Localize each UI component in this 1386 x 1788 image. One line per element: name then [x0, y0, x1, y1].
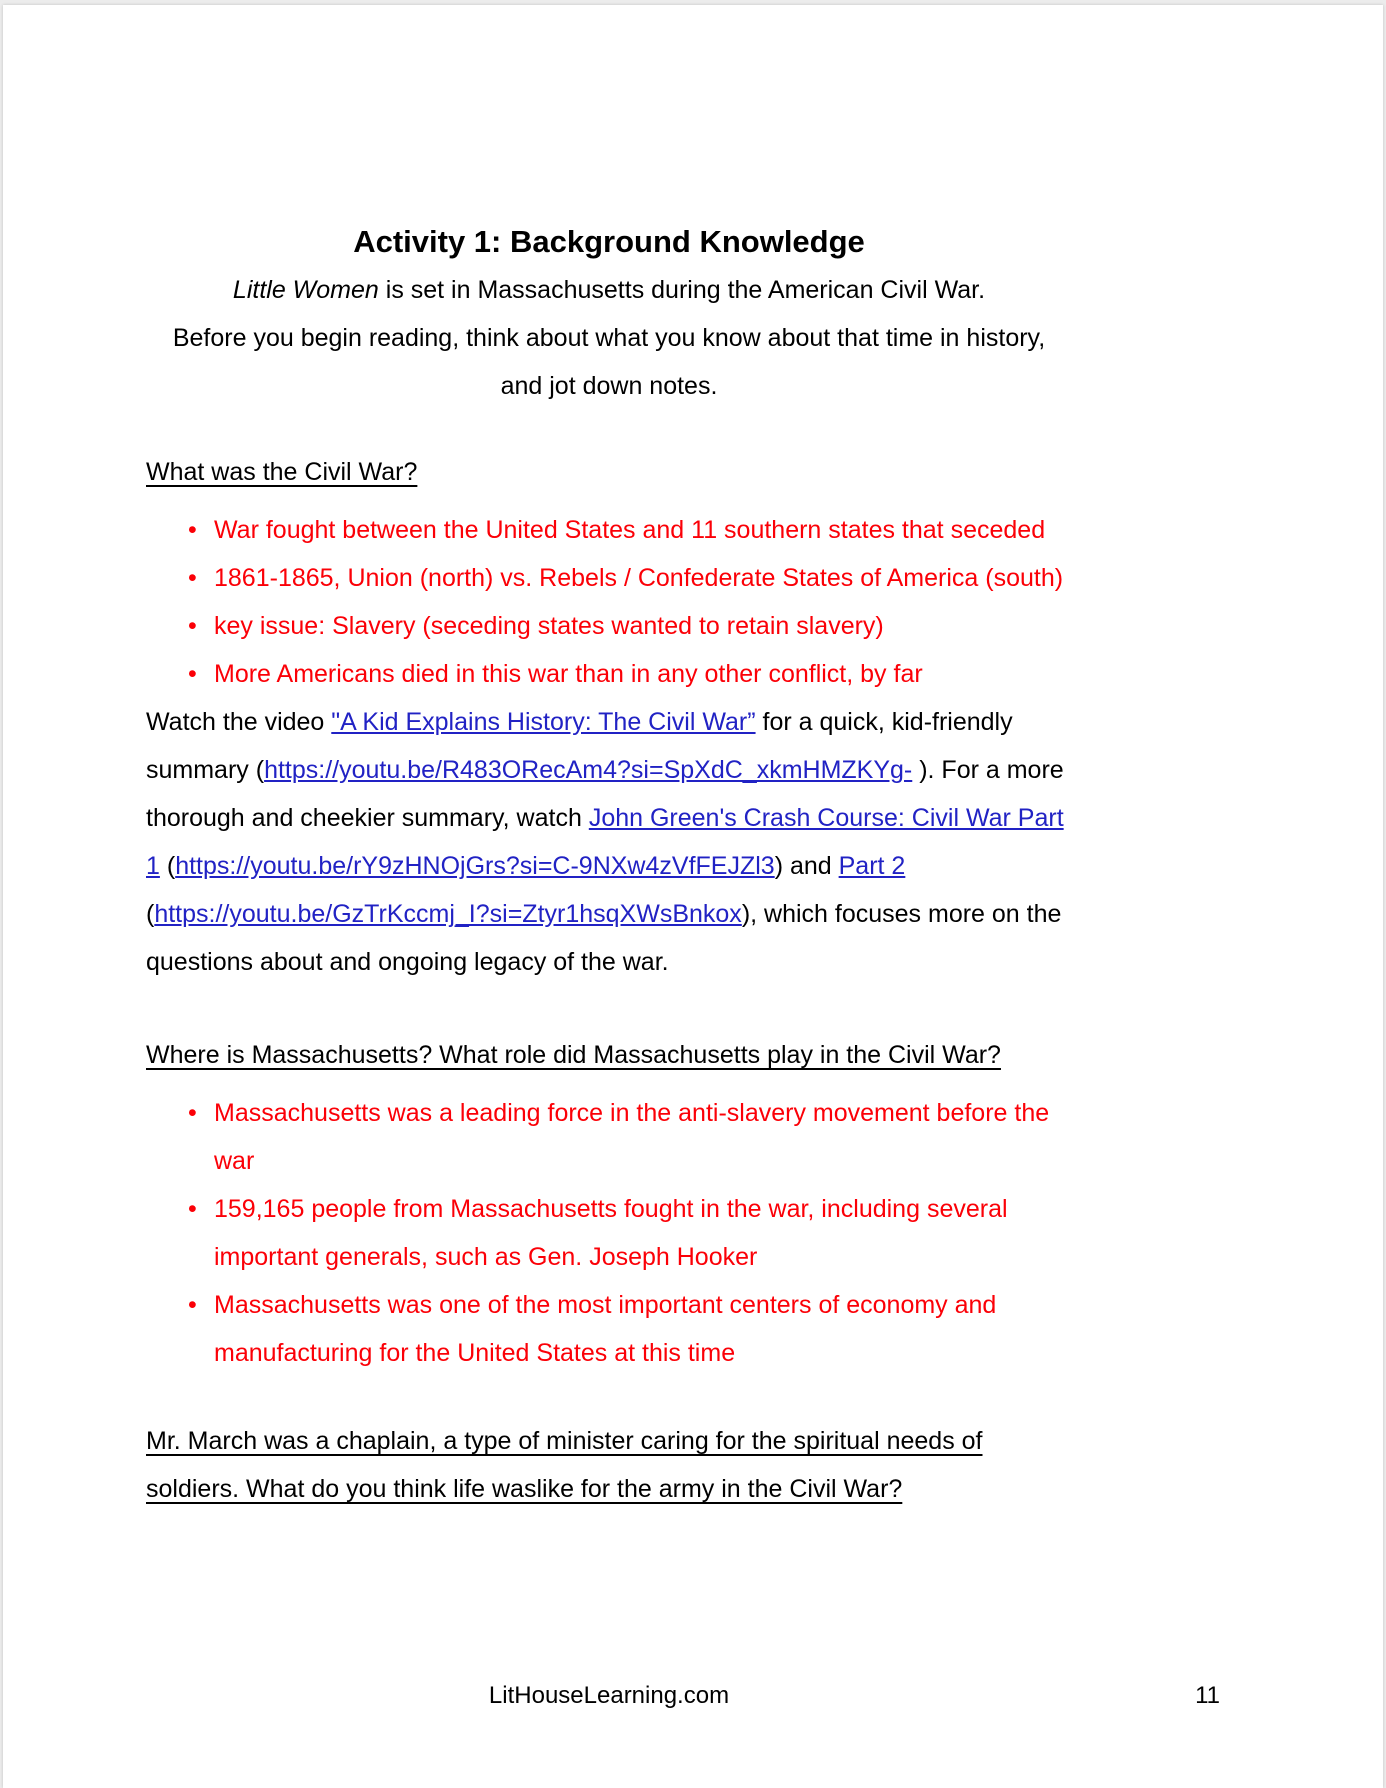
intro-line-3: and jot down notes.	[500, 372, 718, 400]
massachusetts-bullet-item: • Massachusetts was one of the most important centers of economy and manufacturing for the United States at this time	[186, 1281, 1072, 1377]
footer-page-number: 11	[1195, 1682, 1220, 1709]
text-run: ). For a more thorough and cheekier summary, watch	[146, 756, 1064, 832]
video-paragraph	[146, 698, 1072, 986]
civil-war-bullet-item: • More Americans died in this war than in any other conflict, by far	[186, 650, 1072, 698]
inline-link[interactable]: John Green's Crash Course: Civil War Part 1	[146, 804, 1064, 880]
text-run: (	[146, 900, 155, 928]
document-content	[146, 5, 1072, 1513]
inline-link[interactable]: "A Kid Explains History: The Civil War”	[331, 708, 756, 736]
intro-line-1	[146, 266, 1072, 314]
italic-text: Little Women	[232, 276, 379, 304]
text-run: for a quick, kid-friendly summary (	[146, 708, 1013, 784]
civil-war-bullet-item: • key issue: Slavery (seceding states wanted to retain slavery)	[186, 602, 1072, 650]
civil-war-bullet-item: • War fought between the United States and 11 southern states that seceded	[186, 506, 1072, 554]
document-page	[3, 5, 1383, 1788]
text-run: ) and	[774, 852, 839, 880]
section-heading-massachusetts: Where is Massachusetts? What role did Massachusetts play in the Civil War?	[146, 1041, 1001, 1069]
civil-war-bullet-item: • 1861-1865, Union (north) vs. Rebels / Confederate States of America (south)	[186, 554, 1072, 602]
civil-war-bullet-list	[146, 506, 1072, 698]
page-footer	[146, 1682, 1220, 1710]
closing-question: Mr. March was a chaplain, a type of minister caring for the spiritual needs of soldiers. What do you think life waslike for the army in the Civil War?	[146, 1427, 983, 1503]
massachusetts-bullet-list	[146, 1089, 1072, 1377]
massachusetts-bullet-item: • 159,165 people from Massachusetts fought in the war, including several important generals, such as Gen. Joseph Hooker	[186, 1185, 1072, 1281]
text-run: ), which focuses more on the questions about and ongoing legacy of the war.	[146, 900, 1062, 976]
page-title: Activity 1: Background Knowledge	[353, 224, 865, 259]
text-run: is set in Massachusetts during the American Civil War.	[378, 276, 986, 304]
massachusetts-bullet-item: • Massachusetts was a leading force in the anti-slavery movement before the war	[186, 1089, 1072, 1185]
section-heading-civil-war: What was the Civil War?	[146, 458, 418, 486]
text-run: Watch the video	[146, 708, 332, 736]
inline-link[interactable]: https://youtu.be/R483ORecAm4?si=SpXdC_xkmHMZKYg-	[264, 756, 913, 784]
inline-link[interactable]: Part 2	[838, 852, 906, 880]
inline-link[interactable]: https://youtu.be/GzTrKccmj_I?si=Ztyr1hsqXWsBnkox	[154, 900, 742, 928]
inline-link[interactable]: https://youtu.be/rY9zHNOjGrs?si=C-9NXw4zVfFEJZl3	[175, 852, 775, 880]
text-run: (	[159, 852, 176, 880]
footer-site-name: LitHouseLearning.com	[488, 1682, 730, 1709]
intro-block	[146, 266, 1072, 410]
intro-line-2: Before you begin reading, think about what you know about that time in history,	[172, 324, 1046, 352]
